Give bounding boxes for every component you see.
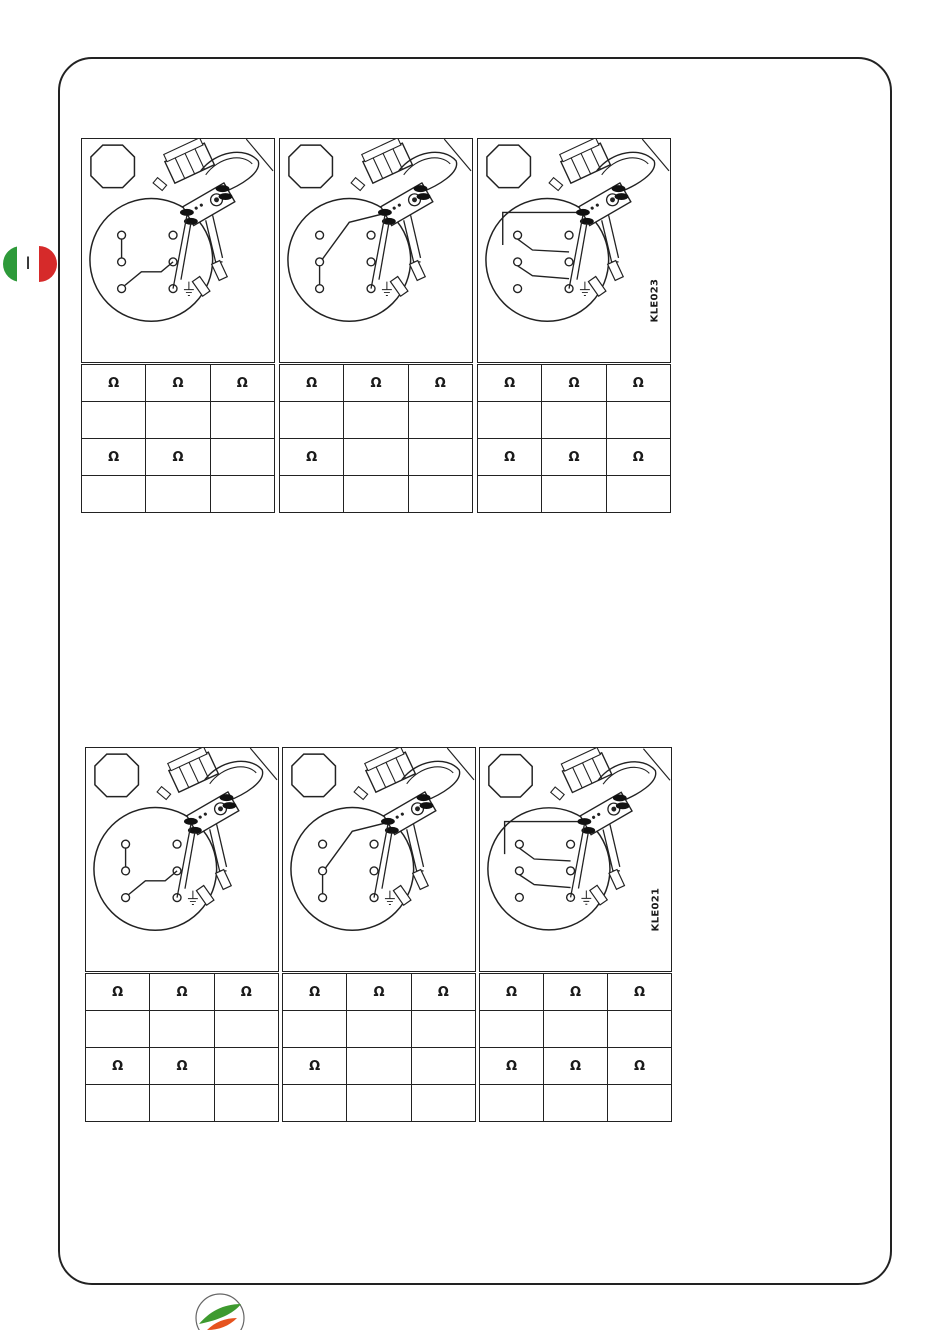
resistance-table — [85, 973, 279, 1122]
ohm-cell: Ω — [606, 439, 670, 476]
ohm-cell: Ω — [542, 365, 606, 402]
value-cell — [608, 1085, 672, 1122]
value-cell — [214, 1011, 278, 1048]
value-cell — [478, 402, 542, 439]
table-row — [82, 402, 275, 439]
table-row — [280, 365, 473, 402]
table-row — [82, 439, 275, 476]
value-cell — [280, 476, 344, 513]
ohm-cell: Ω — [283, 974, 347, 1011]
table-row — [478, 365, 671, 402]
value-cell — [210, 439, 274, 476]
table-row — [478, 439, 671, 476]
value-cell — [478, 476, 542, 513]
ohm-cell: Ω — [411, 974, 475, 1011]
ohm-cell: Ω — [608, 1048, 672, 1085]
value-cell — [408, 402, 472, 439]
value-cell — [146, 476, 210, 513]
table-row — [478, 476, 671, 513]
table-row — [86, 1085, 279, 1122]
ohm-cell: Ω — [478, 439, 542, 476]
ohm-cell: Ω — [480, 974, 544, 1011]
leaf-logo-icon — [193, 1290, 247, 1330]
table-row — [283, 974, 476, 1011]
value-cell — [150, 1085, 214, 1122]
ohm-cell: Ω — [608, 974, 672, 1011]
ohm-cell: Ω — [283, 1048, 347, 1085]
ohm-cell: Ω — [150, 974, 214, 1011]
ohm-cell: Ω — [210, 365, 274, 402]
wiring-diagram-1-b — [279, 138, 473, 363]
value-cell — [608, 1011, 672, 1048]
value-cell — [542, 402, 606, 439]
ohm-cell: Ω — [280, 365, 344, 402]
ohm-cell: Ω — [480, 1048, 544, 1085]
table-row — [86, 1011, 279, 1048]
ohm-cell: Ω — [214, 974, 278, 1011]
value-cell — [86, 1011, 150, 1048]
ohm-cell: Ω — [344, 365, 408, 402]
diagram-code-label: KLE021 — [650, 887, 662, 932]
ohm-cell: Ω — [146, 439, 210, 476]
resistance-table — [81, 364, 275, 513]
ohm-cell: Ω — [86, 1048, 150, 1085]
value-cell — [480, 1085, 544, 1122]
table-row — [480, 1085, 672, 1122]
resistance-table — [279, 364, 473, 513]
value-cell — [283, 1085, 347, 1122]
value-cell — [480, 1011, 544, 1048]
ohm-cell: Ω — [146, 365, 210, 402]
ohm-cell: Ω — [542, 439, 606, 476]
value-cell — [408, 439, 472, 476]
ohm-cell: Ω — [347, 974, 411, 1011]
value-cell — [347, 1048, 411, 1085]
ohm-cell: Ω — [606, 365, 670, 402]
value-cell — [606, 476, 670, 513]
table-row — [86, 1048, 279, 1085]
wiring-diagram-2-b — [282, 747, 476, 972]
wiring-diagram-1-c — [477, 138, 671, 363]
wiring-diagram-2-c — [479, 747, 672, 972]
value-cell — [347, 1011, 411, 1048]
table-row — [478, 402, 671, 439]
value-cell — [344, 476, 408, 513]
table-row — [280, 402, 473, 439]
value-cell — [210, 402, 274, 439]
ohm-cell: Ω — [408, 365, 472, 402]
value-cell — [82, 402, 146, 439]
italian-language-badge — [3, 246, 55, 282]
table-row — [480, 1048, 672, 1085]
value-cell — [347, 1085, 411, 1122]
ohm-cell: Ω — [86, 974, 150, 1011]
value-cell — [214, 1085, 278, 1122]
value-cell — [150, 1011, 214, 1048]
ohm-cell: Ω — [280, 439, 344, 476]
resistance-table — [282, 973, 476, 1122]
value-cell — [542, 476, 606, 513]
resistance-table — [479, 973, 672, 1122]
value-cell — [210, 476, 274, 513]
ohm-cell: Ω — [544, 1048, 608, 1085]
table-row — [82, 476, 275, 513]
value-cell — [411, 1011, 475, 1048]
ohm-cell: Ω — [82, 439, 146, 476]
resistance-table — [477, 364, 671, 513]
language-letter: I — [25, 254, 31, 274]
table-row — [283, 1085, 476, 1122]
value-cell — [344, 439, 408, 476]
value-cell — [606, 402, 670, 439]
table-row — [283, 1011, 476, 1048]
value-cell — [214, 1048, 278, 1085]
ohm-cell: Ω — [478, 365, 542, 402]
value-cell — [411, 1048, 475, 1085]
ohm-cell: Ω — [544, 974, 608, 1011]
wiring-diagram-1-a — [81, 138, 275, 363]
value-cell — [146, 402, 210, 439]
value-cell — [544, 1085, 608, 1122]
value-cell — [280, 402, 344, 439]
value-cell — [544, 1011, 608, 1048]
ohm-cell: Ω — [82, 365, 146, 402]
value-cell — [82, 476, 146, 513]
ohm-cell: Ω — [150, 1048, 214, 1085]
table-row — [280, 439, 473, 476]
table-row — [480, 974, 672, 1011]
value-cell — [344, 402, 408, 439]
value-cell — [408, 476, 472, 513]
table-row — [280, 476, 473, 513]
diagram-code-label: KLE023 — [649, 278, 661, 323]
table-row — [480, 1011, 672, 1048]
wiring-diagram-2-a — [85, 747, 279, 972]
value-cell — [86, 1085, 150, 1122]
table-row — [82, 365, 275, 402]
value-cell — [411, 1085, 475, 1122]
value-cell — [283, 1011, 347, 1048]
table-row — [283, 1048, 476, 1085]
table-row — [86, 974, 279, 1011]
